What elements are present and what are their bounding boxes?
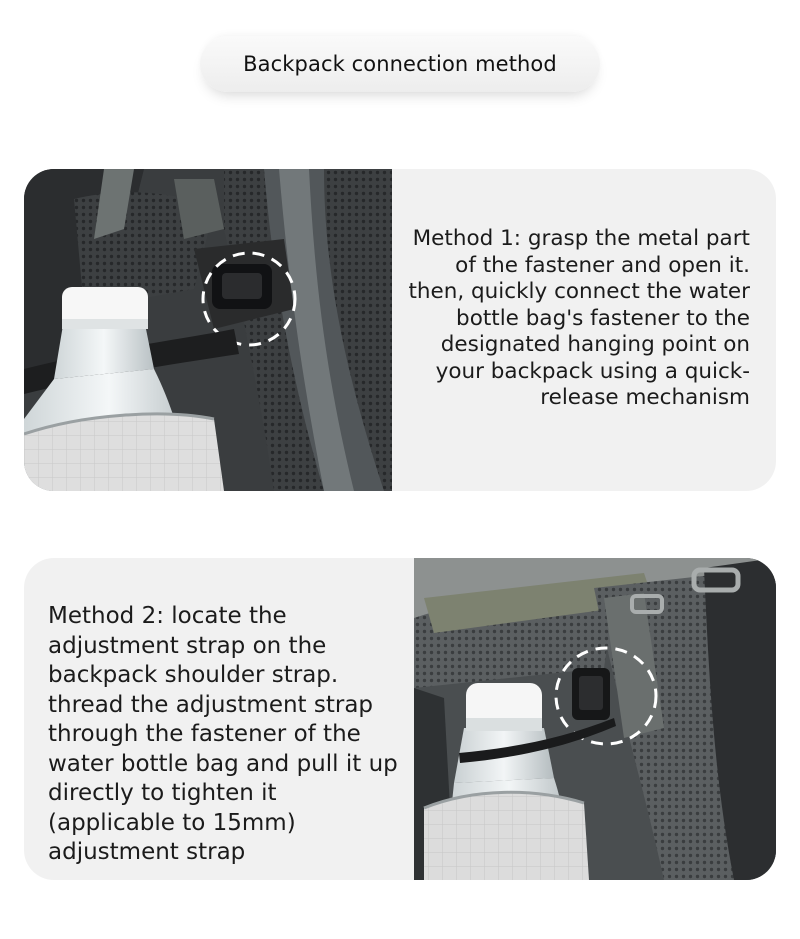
method-2-photo: [414, 558, 776, 880]
method-2-card: [24, 558, 776, 880]
method-1-description: Method 1: grasp the metal part of the fastener and open it. then, quickly connect the water bottle bag's fastener to the designated hanging point on your backpack using a quick-release mechanism: [408, 226, 750, 410]
page-title: Backpack connection method: [243, 52, 557, 76]
method-1-card: [24, 169, 776, 491]
method-2-description: Method 2: locate the adjustment strap on the backpack shoulder strap. thread the adjustment strap through the fastener of the water bottle bag and pull it up directly to tighten it (applicable to 15mm) adjustment strap: [48, 603, 398, 865]
section-title-pill: [200, 36, 600, 92]
method-1-photo: [24, 169, 392, 491]
backpack-clip-photo: [24, 169, 392, 491]
backpack-strap-photo: [414, 558, 776, 880]
